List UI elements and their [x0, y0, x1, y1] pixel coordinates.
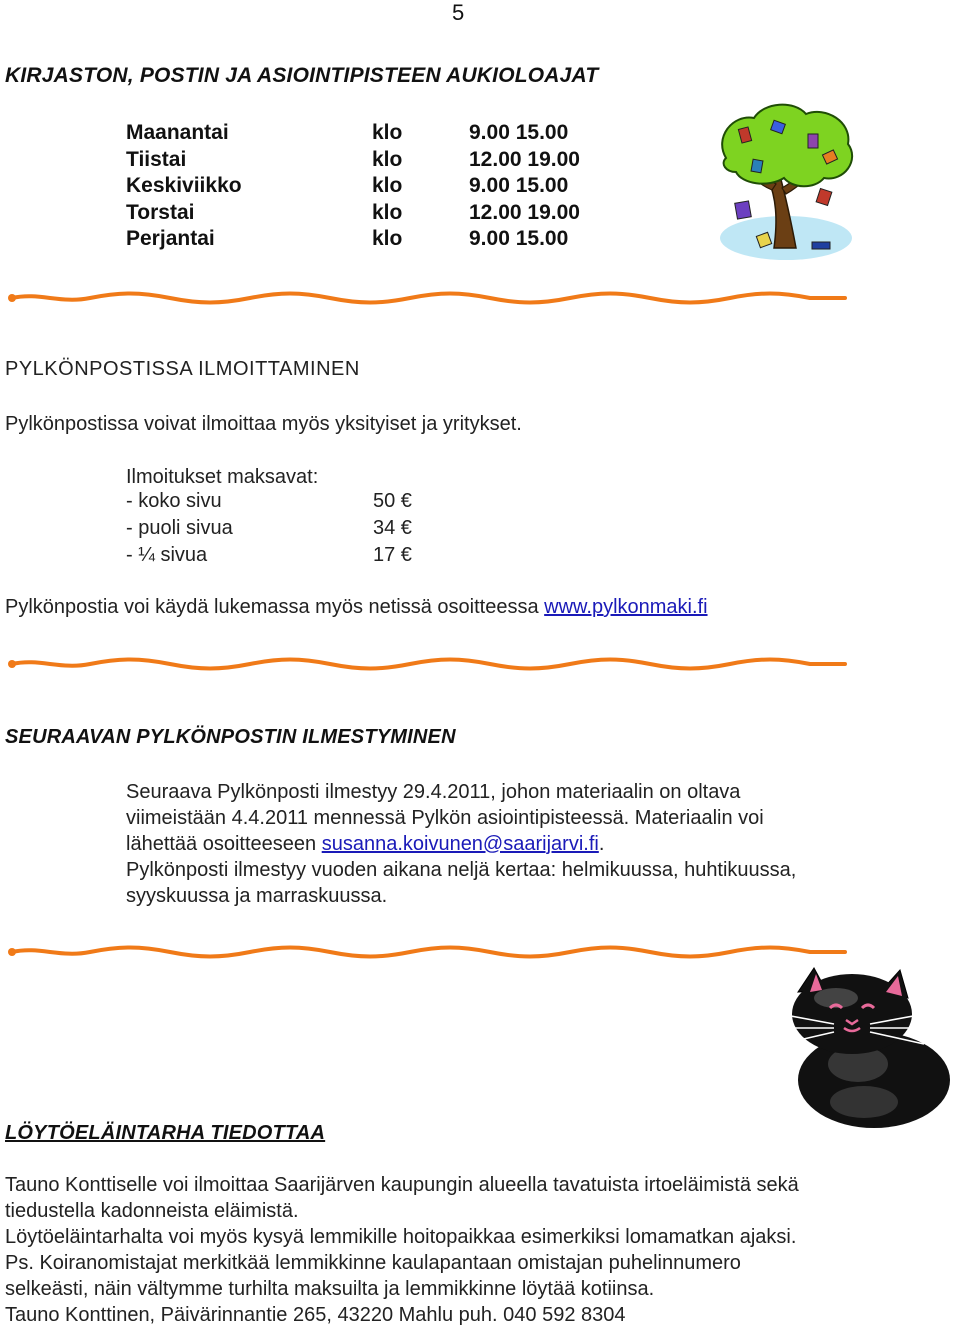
- hours-day: Torstai: [126, 200, 195, 224]
- next-issue-title: SEURAAVAN PYLKÖNPOSTIN ILMESTYMINEN: [5, 726, 456, 748]
- price-label: - puoli sivua: [126, 517, 233, 539]
- hours-row: [126, 173, 580, 200]
- hours-klo: klo: [372, 227, 403, 251]
- price-label: - ¼ sivua: [126, 544, 208, 566]
- next-issue-body: [126, 779, 796, 909]
- shelter-title: LÖYTÖELÄINTARHA TIEDOTTAA: [5, 1122, 326, 1144]
- shelter-line: Tauno Konttiselle voi ilmoittaa Saarijärven kaupungin alueella tavatuista irtoeläimistä sekä: [5, 1174, 799, 1196]
- decorative-divider: [0, 290, 848, 306]
- shelter-line: tiedustella kadonneista eläimistä.: [5, 1200, 299, 1222]
- shelter-line: Tauno Konttinen, Päivärinnantie 265, 43220 Mahlu puh. 040 592 8304: [5, 1304, 626, 1326]
- hours-time: 9.00 15.00: [469, 174, 569, 198]
- price-row: [126, 517, 412, 540]
- next-issue-line: Pylkönposti ilmestyy vuoden aikana neljä kertaa: helmikuussa, huhtikuussa,: [126, 859, 797, 881]
- hours-time: 12.00 19.00: [469, 147, 580, 171]
- hours-row: [126, 200, 580, 227]
- ads-title: PYLKÖNPOSTISSA ILMOITTAMINEN: [5, 358, 360, 380]
- web-text: Pylkönpostia voi käydä lukemassa myös netissä osoitteessa: [5, 596, 545, 618]
- ads-intro: Pylkönpostissa voivat ilmoittaa myös yksityiset ja yritykset.: [5, 413, 522, 435]
- shelter-body: [5, 1172, 799, 1328]
- tree-crown: [722, 105, 852, 187]
- hours-day: Perjantai: [126, 227, 215, 251]
- hours-day: Keskiviikko: [126, 174, 242, 198]
- hours-time: 9.00 15.00: [469, 121, 569, 145]
- shelter-line: Ps. Koiranomistajat merkitkää lemmikkinne kaulapantaan omistajan puhelinnumero: [5, 1252, 741, 1274]
- price-value: 17 €: [373, 544, 412, 566]
- price-row: [126, 544, 412, 567]
- decorative-divider: [0, 944, 848, 960]
- hours-row: [126, 120, 580, 147]
- next-issue-line: Seuraava Pylkönposti ilmestyy 29.4.2011, johon materiaalin on oltava: [126, 781, 741, 803]
- hours-row: [126, 226, 580, 253]
- black-cat-illustration: [774, 962, 958, 1132]
- next-issue-line: lähettää osoitteeseen susanna.koivunen@saarijarvi.fi.: [126, 833, 605, 855]
- hours-row: [126, 147, 580, 174]
- decorative-divider: [0, 656, 848, 672]
- hours-klo: klo: [372, 174, 403, 198]
- shelter-line: Löytöeläintarhalta voi myös kysyä lemmikille hoitopaikkaa esimerkiksi lomamatkan ajaksi.: [5, 1226, 797, 1248]
- page-number: 5: [452, 0, 465, 25]
- website-link[interactable]: www.pylkonmaki.fi: [544, 596, 708, 618]
- hours-klo: klo: [372, 200, 403, 224]
- price-label: - koko sivu: [126, 490, 222, 512]
- price-value: 34 €: [373, 517, 412, 539]
- hours-klo: klo: [372, 147, 403, 171]
- web-text-line: [5, 594, 708, 620]
- price-value: 50 €: [373, 490, 412, 512]
- book-tree-illustration: [712, 98, 860, 263]
- hours-klo: klo: [372, 121, 403, 145]
- price-row: [126, 490, 412, 513]
- email-link[interactable]: susanna.koivunen@saarijarvi.fi: [321, 833, 599, 855]
- prices-label: Ilmoitukset maksavat:: [126, 466, 319, 488]
- next-issue-line: syyskuussa ja marraskuussa.: [126, 885, 388, 907]
- hours-day: Tiistai: [126, 147, 187, 171]
- shelter-line: selkeästi, näin vältymme turhilta maksuilta ja lemmikkinne löytää kotiinsa.: [5, 1278, 655, 1300]
- next-issue-line: viimeistään 4.4.2011 mennessä Pylkön asiointipisteessä. Materiaalin voi: [126, 807, 764, 829]
- hours-day: Maanantai: [126, 121, 229, 145]
- hours-time: 9.00 15.00: [469, 227, 569, 251]
- hours-title: KIRJASTON, POSTIN JA ASIOINTIPISTEEN AUKIOLOAJAT: [5, 64, 599, 87]
- hours-time: 12.00 19.00: [469, 200, 580, 224]
- hours-table: [126, 120, 580, 253]
